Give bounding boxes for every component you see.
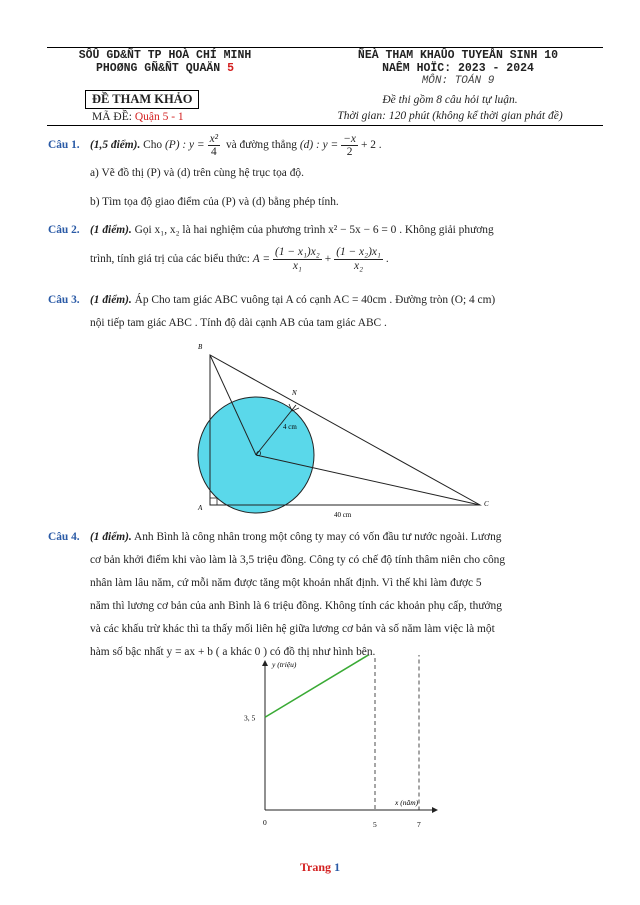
question-1-points: (1,5 điểm). [90, 139, 141, 151]
question-2-number: Câu 2. [48, 224, 80, 236]
exam-code-value: Quận 5 - 1 [134, 111, 184, 123]
header-exam-title [318, 49, 598, 87]
question-4-line-1 [48, 526, 598, 549]
question-1-part-a: a) Vẽ đồ thị (P) và (d) trên cùng hệ trục tọa độ. [90, 167, 304, 179]
question-1-part-b: b) Tìm tọa độ giao điểm của (P) và (d) bằng phép tính. [90, 196, 339, 208]
expression-A: A = [252, 253, 271, 265]
line-d-tail: + 2 . [360, 139, 382, 151]
department-name: SÔÛ GD&ÑT TP HOÀ CHÍ MINH [78, 49, 252, 62]
fraction-2-denominator: x₂ [354, 260, 364, 272]
question-4-line-2: cơ bản khởi điểm khi vào làm là 3,5 triệu đồng. Công ty có chế độ tính thâm niên cho công [90, 554, 506, 566]
question-2-line-2 [48, 246, 598, 273]
y-tick-6 [250, 655, 254, 656]
header-bottom-rule [47, 125, 603, 126]
line-d-numerator: −x [343, 133, 356, 145]
question-1-text-a: Cho [140, 139, 165, 151]
label-N: N [292, 389, 297, 397]
header-department [50, 49, 280, 75]
page-label: Trang [299, 860, 335, 874]
label-B: B [198, 343, 203, 351]
line-d-fraction [341, 133, 358, 158]
parabola-denominator: 4 [211, 146, 217, 158]
fraction-1-denominator: x₁ [292, 260, 302, 272]
label-O: O [256, 450, 262, 458]
parabola-fraction [208, 133, 220, 158]
question-4-line-6: hàm số bậc nhất y = ax + b ( a khác 0 ) có đồ thị như hình bên. [90, 646, 376, 658]
subject: MÔN: TOÁN 9 [421, 75, 495, 87]
label-A: A [198, 504, 203, 512]
question-4-text-1: Anh Bình là công nhân trong một công ty may có vốn đầu tư nước ngoài. Lương [131, 531, 502, 543]
question-3-line-1 [48, 289, 598, 312]
x-tick-5: 5 [373, 820, 377, 829]
question-4-number: Câu 4. [48, 531, 80, 543]
question-2-points: (1 điểm). [90, 224, 132, 236]
question-2-end: . [385, 253, 389, 265]
question-2 [48, 219, 598, 273]
line-d-label: (d) : y = [299, 139, 339, 151]
label-C: C [484, 500, 489, 508]
fraction-1-numerator: (1 − x₁)x₂ [275, 246, 320, 258]
fraction-2-numerator: (1 − x₂)x₁ [336, 246, 381, 258]
question-2-prefix: trình, tính giá trị của các biểu thức: [90, 253, 253, 265]
question-4-line-4: năm thì lương cơ bản của anh Bình là 6 triệu đồng. Không tính các khoản phụ cấp, thưởng [90, 600, 502, 612]
exam-info: Đề thi gồm 8 câu hỏi tự luận. [382, 94, 518, 106]
question-2-line-1 [48, 219, 598, 242]
x-axis-label: x (năm) [395, 798, 419, 807]
reference-box: ĐỀ THAM KHẢO [85, 90, 199, 109]
line-d-denominator: 2 [346, 146, 353, 158]
question-1 [48, 133, 598, 214]
y-axis-label: y (triệu) [272, 660, 297, 669]
question-4-line-5: và các khấu trừ khác thì ta thấy mối liên hệ giữa lương cơ bản và số năm làm việc là một [90, 623, 495, 635]
question-3-points: (1 điểm). [90, 294, 132, 306]
question-1-line [48, 133, 598, 158]
question-4-points: (1 điểm). [90, 531, 132, 543]
exam-code [92, 111, 184, 123]
question-3 [48, 289, 598, 335]
question-4 [48, 526, 598, 664]
time-info: Thời gian: 120 phút (không kể thời gian phát đề) [337, 110, 563, 122]
y-tick-3-5: 3, 5 [244, 713, 256, 723]
question-1-text-b: và đường thẳng [223, 139, 300, 151]
district-prefix: PHOØNG GÑ&ÑT QUAÄN [95, 62, 228, 75]
question-3-line-2: nội tiếp tam giác ABC . Tính độ dài cạnh AB của tam giác ABC . [90, 317, 387, 329]
fraction-1 [273, 246, 322, 273]
question-4-line-3: nhân làm lâu năm, cứ mỗi năm được tăng một khoản nhất định. Vì thế khi làm được 5 [90, 577, 482, 589]
header-top-rule [47, 47, 603, 48]
question-3-text-1: Áp Cho tam giác ABC vuông tại A có cạnh AC = 40cm . Đường tròn (O; 4 cm) [131, 294, 496, 306]
base-label: 40 cm [334, 511, 352, 519]
triangle-figure [190, 335, 500, 525]
plus-sign: + [324, 253, 332, 265]
salary-graph [230, 655, 440, 835]
page-number: 1 [334, 860, 341, 874]
district-number: 5 [227, 62, 235, 75]
exam-code-label: MÃ ĐỀ: [92, 111, 135, 123]
page-footer [0, 860, 640, 875]
parabola-label: (P) : y = [164, 139, 205, 151]
right-angle-A [210, 498, 217, 505]
radius-label: 4 cm [283, 423, 297, 431]
origin-label: 0 [263, 818, 267, 827]
question-2-text: Gọi x₁, x₂ là hai nghiệm của phương trình x² − 5x − 6 = 0 . Không giải phương [131, 224, 494, 236]
question-3-number: Câu 3. [48, 294, 80, 306]
x-tick-7: 7 [417, 820, 421, 829]
fraction-2 [334, 246, 383, 273]
question-1-number: Câu 1. [48, 139, 80, 151]
parabola-numerator: x² [209, 133, 219, 145]
exam-title: ÑEÀ THAM KHAÛO TUYEÅN SINH 10 [357, 49, 559, 62]
school-year: NAÊM HOÏC: 2023 - 2024 [382, 62, 534, 75]
district-name [50, 62, 280, 75]
